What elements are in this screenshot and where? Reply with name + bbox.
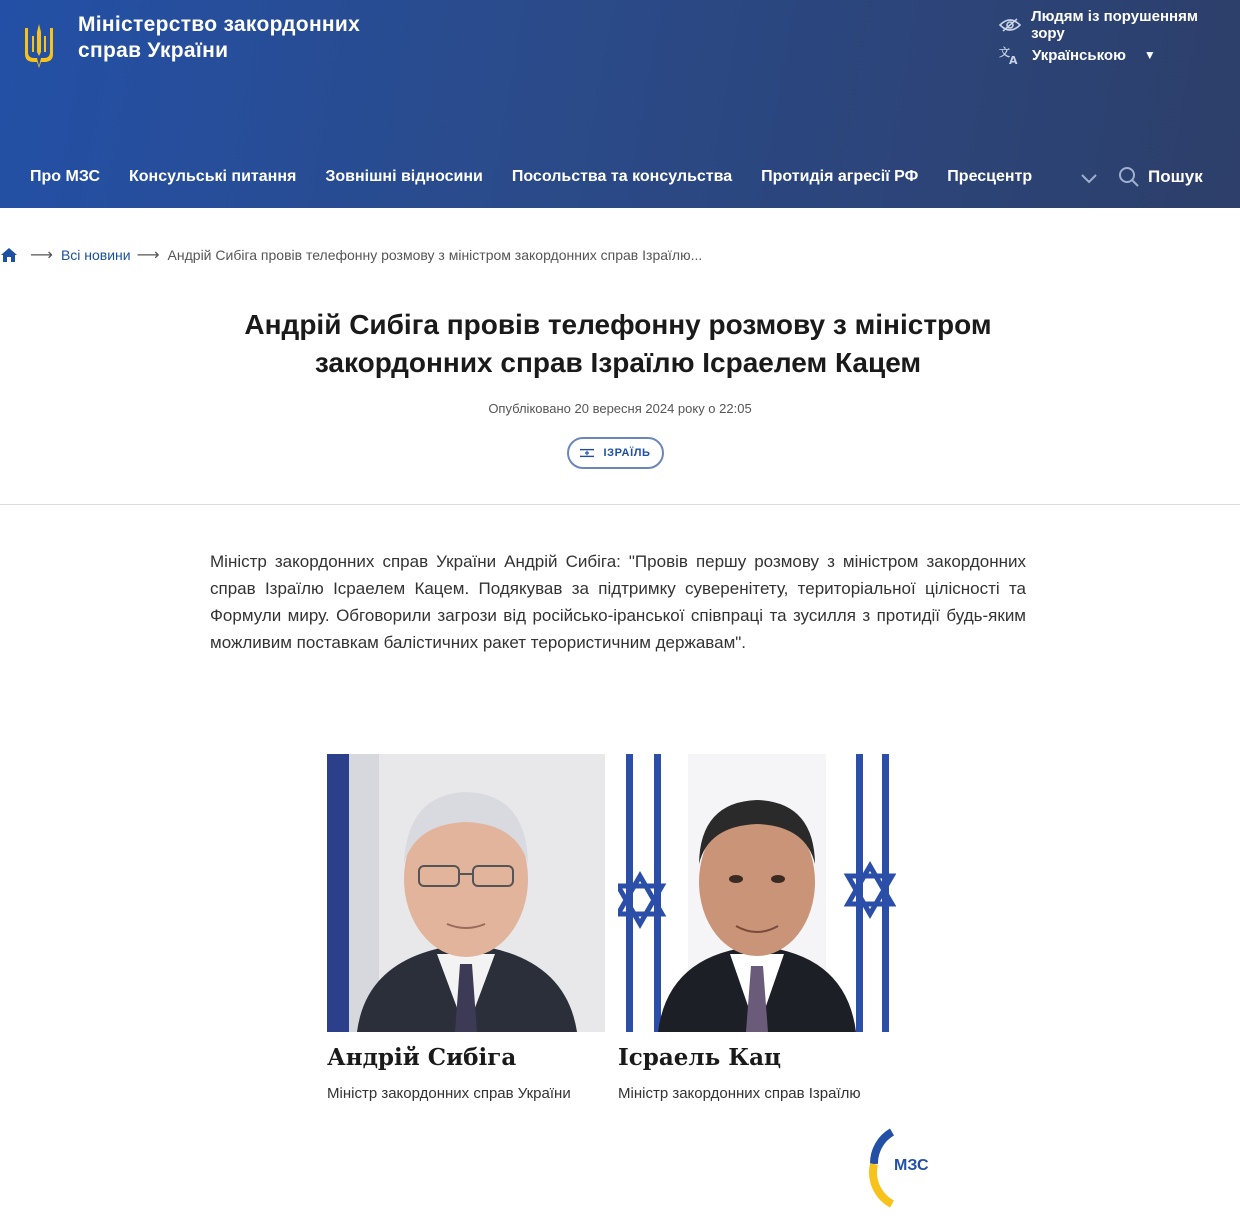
accessibility-label: Людям із порушенням зору — [1031, 8, 1198, 42]
site-title[interactable] — [78, 12, 378, 64]
divider — [0, 504, 1240, 505]
person1-role: Міністр закордонних справ України — [327, 1085, 571, 1102]
svg-text:文: 文 — [999, 46, 1010, 59]
nav-item-press-center[interactable]: Пресцентр — [947, 168, 1033, 185]
person2-name: Ісраель Кац — [618, 1044, 782, 1071]
nav-more-chevron-icon[interactable] — [1078, 168, 1100, 188]
article-body: Міністр закордонних справ України Андрій Сибіга: "Провів першу розмову з міністром закордонних справ Ізраїлю Ісраелем Кацем. Подякував за підтримку суверенітету, територіальної цілісності та Формули миру. Обговорили загрози від російсько-іранської співпраці та зусилля з протидії будь-яким можливим поставкам балістичних ракет терористичним державам". — [210, 552, 1026, 652]
translate-icon — [998, 45, 1022, 65]
nav-item-counter-aggression[interactable]: Протидія агресії РФ — [761, 168, 919, 185]
site-header — [0, 0, 1240, 208]
language-label: Українською — [1032, 46, 1126, 64]
portrait-photo-katz — [618, 754, 896, 1032]
main-nav — [30, 164, 1061, 190]
chevron-down-icon: ▼ — [1143, 48, 1156, 62]
person1-name: Андрій Сибіга — [327, 1044, 517, 1071]
svg-text:A: A — [1009, 54, 1018, 65]
breadcrumb-all-news[interactable]: Всі новини — [60, 247, 131, 263]
breadcrumb-arrow-icon: ⟶ — [136, 247, 160, 264]
nav-item-about[interactable]: Про МЗС — [30, 168, 100, 185]
site-title-line2: справ України — [78, 39, 229, 62]
mzs-logo-text: МЗС — [894, 1157, 929, 1174]
israel-flag-icon — [580, 448, 594, 458]
mzs-logo — [862, 1128, 952, 1208]
portrait-photo-sybiha — [327, 754, 605, 1032]
search-label: Пошук — [1148, 167, 1203, 186]
breadcrumb-current: Андрій Сибіга провів телефонну розмову з міністром закордонних справ Ізраїлю... — [167, 247, 703, 263]
published-date: Опубліковано 20 вересня 2024 року о 22:05 — [488, 401, 752, 416]
nav-item-embassies[interactable]: Посольства та консульства — [511, 168, 733, 185]
breadcrumb-arrow-icon: ⟶ — [30, 247, 53, 264]
site-title-line1: Міністерство закордонних — [78, 13, 361, 36]
infographic-image — [250, 680, 990, 1220]
language-selector[interactable] — [998, 42, 1228, 68]
person2-role: Міністр закордонних справ Ізраїлю — [618, 1085, 861, 1102]
article-title: Андрій Сибіга провів телефонну розмову з міністром закордонних справ Ізраїлю Ісраелем Кацем — [244, 309, 992, 378]
trident-logo-icon[interactable] — [22, 22, 56, 68]
nav-item-foreign-relations[interactable]: Зовнішні відносини — [325, 168, 483, 185]
search-button[interactable] — [1118, 166, 1203, 188]
breadcrumb — [0, 245, 702, 265]
eye-crossed-icon — [998, 15, 1021, 35]
search-icon — [1118, 166, 1140, 188]
accessibility-link[interactable] — [998, 8, 1228, 42]
nav-item-consular[interactable]: Консульські питання — [129, 168, 297, 185]
top-right-controls — [998, 8, 1228, 72]
tag-israel[interactable] — [567, 437, 664, 469]
tag-label: ІЗРАЇЛЬ — [603, 447, 651, 459]
home-icon[interactable] — [0, 246, 18, 264]
